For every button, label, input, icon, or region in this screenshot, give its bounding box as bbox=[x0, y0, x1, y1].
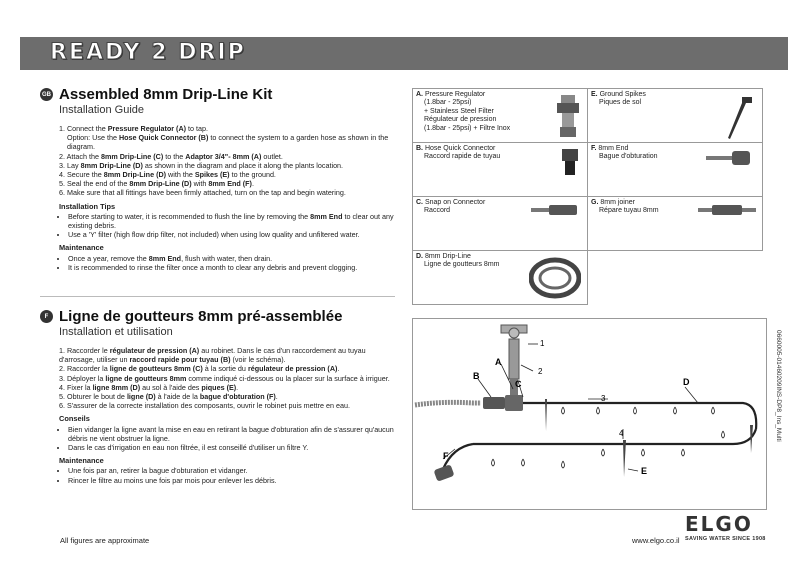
part-description bbox=[416, 253, 526, 270]
text-run: à la sortie du bbox=[202, 364, 248, 374]
text-run: 8mm Drip-Line (D) bbox=[129, 179, 192, 189]
text-run: to the ground. bbox=[229, 170, 276, 180]
part-letter: E. bbox=[591, 91, 598, 98]
elgo-tagline: SAVING WATER SINCE 1908 bbox=[685, 536, 766, 542]
text-run: régulateur de pression (A) bbox=[109, 346, 200, 355]
french-title: Ligne de goutteurs 8mm pré-assemblée bbox=[59, 308, 343, 325]
text-run: 4. Secure the bbox=[59, 170, 104, 180]
part-line: + Stainless Steel Filter bbox=[424, 107, 494, 115]
part-description bbox=[591, 199, 701, 216]
step-item bbox=[59, 383, 400, 392]
list-item bbox=[68, 466, 400, 475]
step-item bbox=[59, 179, 400, 188]
garden-hose bbox=[415, 402, 481, 405]
part-line: Piques de sol bbox=[599, 99, 642, 107]
part-letter: B. bbox=[416, 145, 423, 152]
ready-2-drip-logo: READY 2 DRIP bbox=[50, 40, 246, 65]
ground-spike-icon bbox=[722, 95, 756, 144]
label-a: A bbox=[495, 357, 502, 367]
part-letter: F. bbox=[591, 145, 597, 152]
pressure-regulator-a bbox=[505, 395, 523, 411]
text-run: piques (E) bbox=[201, 382, 237, 392]
part-description bbox=[591, 91, 701, 108]
text-run: comme indiqué ci-dessous ou la placer sur la surface à irriguer. bbox=[186, 373, 390, 383]
text-run: Dans le cas d'irrigation en eau non filtrée, il est conseillé d'utiliser un filtre Y. bbox=[68, 443, 309, 453]
french-tips-heading: Conseils bbox=[59, 414, 90, 424]
text-run: au sol à l'aide des bbox=[140, 382, 202, 392]
text-run: , flush with water, then drain. bbox=[181, 253, 273, 263]
part-cell-g bbox=[588, 197, 763, 251]
english-title-row bbox=[40, 86, 400, 103]
french-maint-heading: Maintenance bbox=[59, 456, 104, 466]
text-run: to tap. bbox=[186, 124, 209, 133]
end-plug-icon bbox=[706, 149, 756, 170]
english-maint-heading: Maintenance bbox=[59, 243, 104, 253]
empty-cell bbox=[588, 251, 763, 305]
step-item bbox=[59, 364, 400, 373]
text-run: 5. Seal the end of the bbox=[59, 179, 130, 189]
text-run: 6. S'assurer de la correcte installation des composants, ouvrir le robinet puis mettre en eau. bbox=[59, 401, 351, 411]
part-line: 8mm Drip-Line bbox=[424, 253, 471, 260]
parts-table bbox=[412, 88, 763, 305]
text-run: with bbox=[191, 179, 209, 189]
drip-line-return bbox=[473, 429, 756, 444]
text-run: outlet. bbox=[261, 151, 283, 161]
english-tips bbox=[59, 212, 400, 240]
text-run: 4. Fixer la bbox=[59, 382, 93, 392]
part-cell-c bbox=[413, 197, 588, 251]
text-run: 2. Raccorder la bbox=[59, 364, 110, 374]
label-d: D bbox=[683, 377, 690, 387]
step-item bbox=[59, 161, 400, 170]
footer-note: All figures are approximate bbox=[60, 536, 150, 545]
text-run: 8mm Drip-Line (D) bbox=[80, 160, 143, 170]
joiner-icon bbox=[698, 203, 756, 220]
part-cell-d bbox=[413, 251, 588, 305]
step-item bbox=[59, 346, 400, 364]
english-title: Assembled 8mm Drip-Line Kit bbox=[59, 86, 273, 103]
text-run: to the bbox=[163, 151, 186, 161]
part-letter: A. bbox=[416, 91, 423, 98]
text-run: 3. Lay bbox=[59, 160, 81, 170]
part-line: Hose Quick Connector bbox=[424, 145, 496, 152]
list-item bbox=[68, 212, 400, 230]
header-banner bbox=[20, 37, 788, 70]
french-maint bbox=[59, 466, 400, 484]
installation-diagram bbox=[412, 318, 767, 510]
part-description bbox=[416, 91, 526, 133]
text-run: (voir le schéma). bbox=[230, 355, 286, 365]
text-run: 8mm Drip-Line (C) bbox=[100, 151, 164, 161]
list-item bbox=[68, 263, 400, 272]
drip-line-coil-icon bbox=[529, 257, 581, 302]
text-run: ligne 8mm (D) bbox=[92, 382, 141, 392]
callout-lines bbox=[443, 344, 698, 471]
step-item bbox=[59, 152, 400, 161]
snap-connector-icon bbox=[531, 203, 581, 220]
text-run: 6. Make sure that all fittings have been firmly attached, turn on the tap and begin watering. bbox=[59, 188, 346, 198]
step-item bbox=[59, 124, 400, 133]
text-run: Use a 'Y' filter (high flow drip filter, not included) when using low quality and unfiltered water. bbox=[68, 230, 360, 240]
part-line: 8mm End bbox=[598, 145, 629, 152]
list-item bbox=[68, 254, 400, 263]
part-line: (1.8bar - 25psi) bbox=[424, 99, 472, 107]
english-steps bbox=[59, 124, 400, 198]
elgo-logo: ELGO bbox=[685, 512, 753, 536]
text-run: Hose Quick Connector (B) bbox=[118, 133, 209, 143]
list-item bbox=[68, 443, 400, 452]
text-run: au robinet. Dans le cas d'un raccordement au tuyau d'arrosage, utiliser un bbox=[59, 346, 366, 365]
text-run: Rincer le filtre au moins une fois par mois pour enlever les débris. bbox=[68, 475, 277, 485]
text-run: 1. Raccorder le bbox=[59, 346, 110, 355]
list-item bbox=[68, 230, 400, 239]
part-letter: G. bbox=[591, 199, 599, 206]
drip-line-main bbox=[523, 403, 756, 429]
installation-diagram-svg bbox=[413, 319, 766, 509]
part-letter: D. bbox=[416, 253, 423, 260]
text-run: 3. Déployer la bbox=[59, 373, 106, 383]
label-e: E bbox=[641, 466, 648, 476]
part-cell-a bbox=[413, 89, 588, 143]
text-run: Bien vidanger la ligne avant la mise en eau en retirant la bague d'obturation afin de s'assurer qu'aucun débris ne vient obstruer la ligne. bbox=[68, 424, 394, 443]
list-item bbox=[68, 476, 400, 485]
text-run: Before starting to water, it is recommended to flush the line by removing the bbox=[68, 211, 311, 221]
text-run: Option: Use the bbox=[67, 133, 119, 143]
spikes-e bbox=[545, 399, 753, 477]
part-line: Ground Spikes bbox=[599, 91, 646, 98]
part-line: Snap on Connector bbox=[424, 199, 486, 206]
text-run: raccord rapide pour tuyau (B) bbox=[129, 355, 231, 365]
part-cell-b bbox=[413, 143, 588, 197]
label-3: 3 bbox=[601, 394, 606, 403]
text-run: bague d'obturation (F) bbox=[199, 392, 276, 402]
step-item bbox=[59, 170, 400, 179]
text-run: to clear out any existing debris. bbox=[68, 211, 394, 231]
text-run: with the bbox=[166, 170, 195, 180]
label-2: 2 bbox=[538, 367, 543, 376]
text-run: 8mm End (F) bbox=[208, 179, 252, 189]
text-run: 2. Attach the bbox=[59, 151, 101, 161]
part-line: Répare tuyau 8mm bbox=[599, 207, 659, 215]
hose-connector-b bbox=[483, 397, 505, 409]
part-description bbox=[416, 199, 526, 216]
label-c: C bbox=[515, 379, 522, 389]
text-run: ligne de goutteurs 8mm bbox=[105, 373, 187, 383]
end-plug-f bbox=[433, 464, 454, 481]
step-item bbox=[59, 188, 400, 197]
part-line: Bague d'obturation bbox=[599, 153, 658, 161]
footer-url[interactable]: www.elgo.co.il bbox=[632, 536, 680, 545]
part-line: Ligne de goutteurs 8mm bbox=[424, 261, 500, 269]
f-badge: F bbox=[40, 310, 53, 323]
text-run: ligne (D) bbox=[126, 392, 156, 402]
part-cell-f bbox=[588, 143, 763, 197]
part-cell-e bbox=[588, 89, 763, 143]
part-line: 8mm joiner bbox=[600, 199, 635, 206]
pressure-regulator-icon bbox=[555, 95, 581, 142]
tap-icon bbox=[501, 325, 527, 395]
english-tips-heading: Installation Tips bbox=[59, 201, 116, 211]
label-1: 1 bbox=[540, 339, 545, 348]
text-run: to connect the system to a garden hose as shown in the diagram. bbox=[67, 133, 389, 152]
french-section bbox=[40, 308, 400, 485]
french-title-row bbox=[40, 308, 400, 325]
english-section bbox=[40, 86, 400, 272]
label-b: B bbox=[473, 371, 480, 381]
text-run: Adaptor 3/4"- 8mm (A) bbox=[185, 151, 262, 161]
text-run: 8mm End bbox=[310, 211, 343, 221]
french-tips bbox=[59, 425, 400, 453]
french-steps bbox=[59, 346, 400, 410]
hose-connector-icon bbox=[559, 149, 581, 180]
step-item bbox=[59, 133, 400, 151]
text-run: 8mm Drip-Line (D) bbox=[103, 170, 167, 180]
part-line: (1.8bar - 25psi) + Filtre Inox bbox=[424, 124, 511, 132]
text-run: . bbox=[251, 179, 254, 189]
text-run: régulateur de pression (A) bbox=[247, 364, 338, 374]
gb-badge: GB bbox=[40, 88, 53, 101]
text-run: It is recommended to rinse the filter once a month to clear any debris and prevent clogging. bbox=[68, 262, 358, 272]
label-f: F bbox=[443, 451, 449, 461]
french-subtitle: Installation et utilisation bbox=[59, 326, 173, 338]
part-description bbox=[591, 145, 701, 162]
english-subtitle: Installation Guide bbox=[59, 104, 144, 116]
text-run: Once a year, remove the bbox=[68, 253, 149, 263]
text-run: 1. Connect the bbox=[59, 124, 108, 133]
part-description bbox=[416, 145, 526, 162]
text-run: . bbox=[275, 392, 278, 402]
step-item bbox=[59, 374, 400, 383]
part-line: Raccord bbox=[424, 207, 451, 215]
text-run: 8mm End bbox=[148, 253, 182, 263]
text-run: . bbox=[337, 364, 340, 374]
text-run: as shown in the diagram and place it along the plants location. bbox=[142, 160, 344, 170]
text-run: 5. Obturer le bout de bbox=[59, 392, 127, 402]
text-run: à l'aide de la bbox=[155, 392, 200, 402]
part-line: Pressure Regulator bbox=[424, 91, 486, 98]
step-item bbox=[59, 392, 400, 401]
part-line: Raccord rapide de tuyau bbox=[424, 153, 501, 161]
english-maint bbox=[59, 254, 400, 272]
part-line: Régulateur de pression bbox=[424, 116, 497, 124]
step-item bbox=[59, 401, 400, 410]
text-run: . bbox=[236, 382, 239, 392]
text-run: Pressure Regulator (A) bbox=[107, 124, 187, 133]
french-body bbox=[59, 346, 400, 485]
text-run: Une fois par an, retirer la bague d'obturation et vidanger. bbox=[68, 466, 248, 476]
section-divider bbox=[40, 296, 395, 297]
document-id: 0660005-01460209INS-DP8_Ins_Multi bbox=[775, 330, 782, 442]
label-4: 4 bbox=[619, 429, 624, 438]
text-run: Spikes (E) bbox=[194, 170, 230, 180]
list-item bbox=[68, 425, 400, 443]
english-body bbox=[59, 124, 400, 272]
text-run: ligne de goutteurs 8mm (C) bbox=[109, 364, 203, 374]
part-letter: C. bbox=[416, 199, 423, 206]
water-drops bbox=[492, 407, 725, 468]
